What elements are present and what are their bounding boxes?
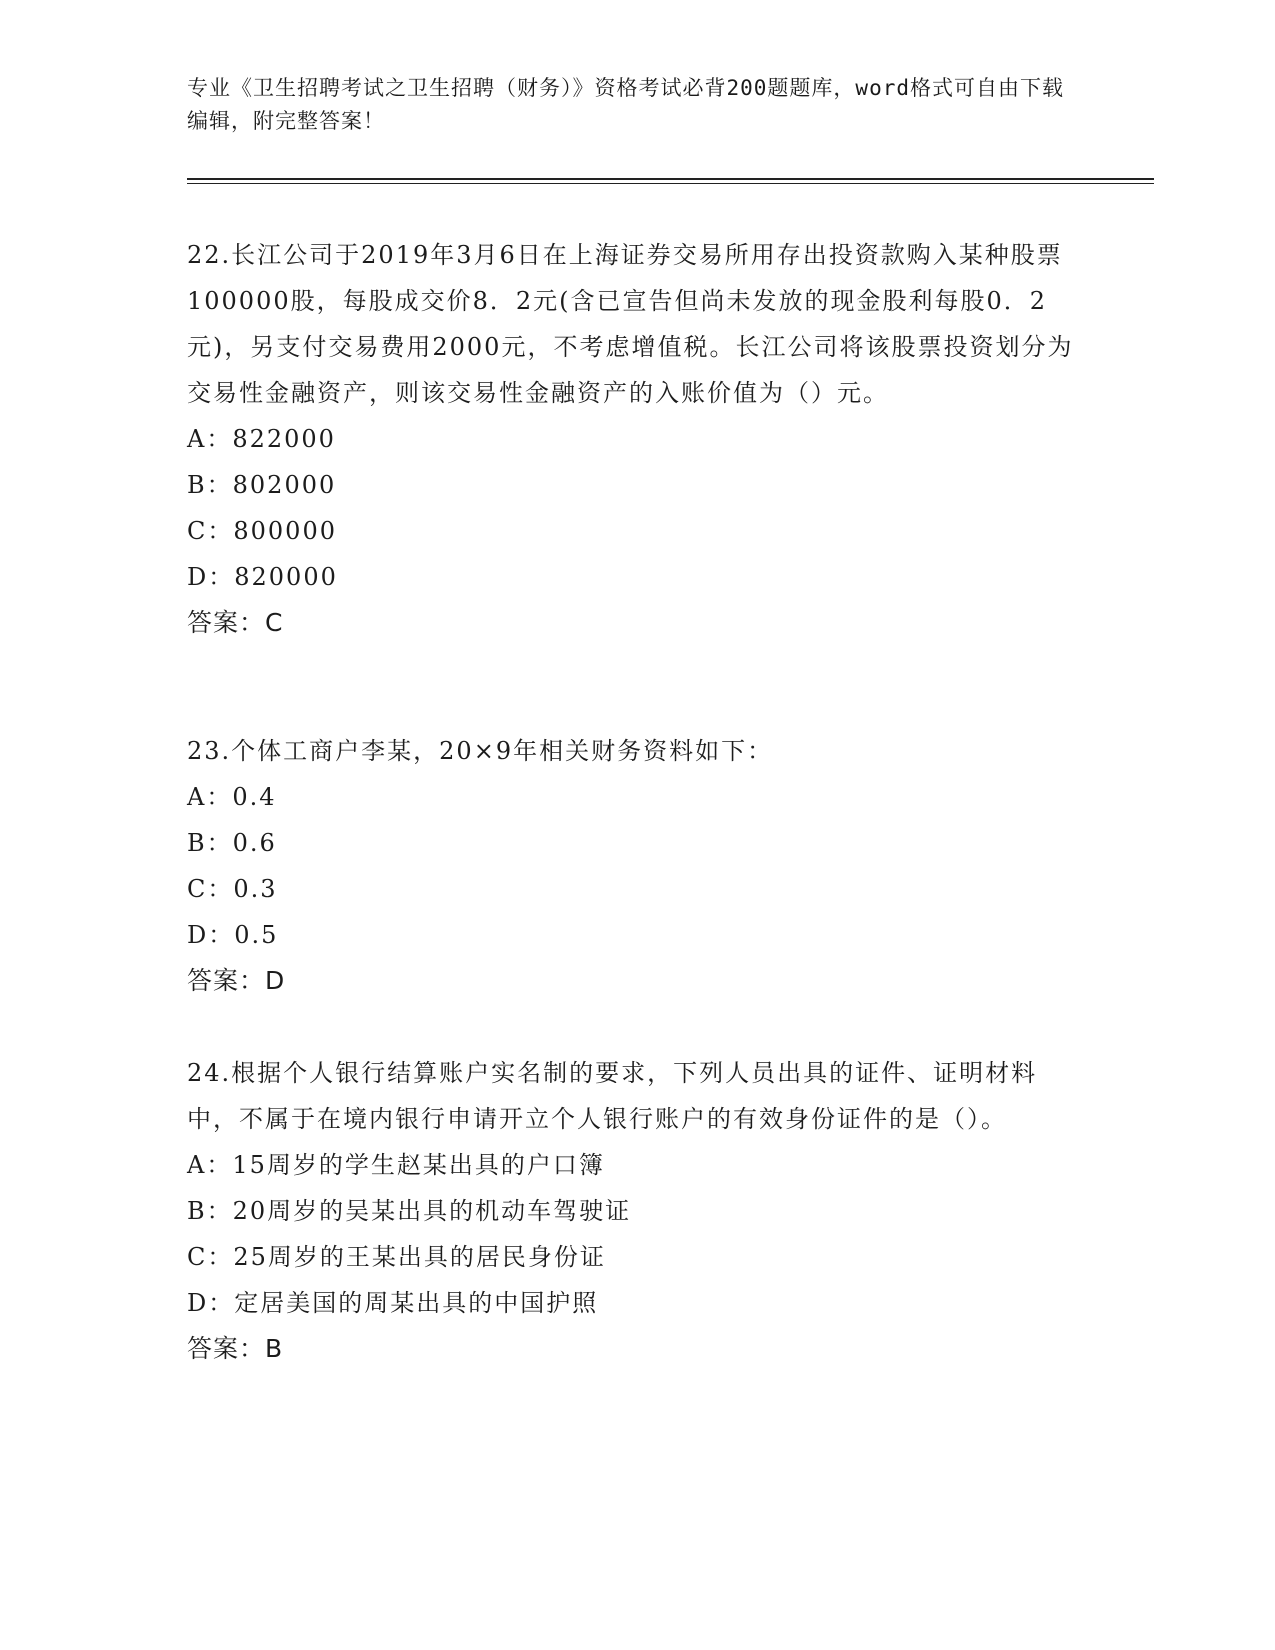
question-stem: 23.个体工商户李某，20×9年相关财务资料如下：: [187, 737, 774, 765]
option-c: C：25周岁的王某出具的居民身份证: [187, 1243, 606, 1271]
answer: 答案：C: [187, 608, 284, 637]
option-b: B：802000: [187, 471, 337, 499]
header-divider-thin: [187, 183, 1154, 184]
question-22: [187, 232, 1077, 646]
option-d: D：定居美国的周某出具的中国护照: [187, 1289, 599, 1317]
option-d: D：820000: [187, 563, 338, 591]
question-stem: 22.长江公司于2019年3月6日在上海证券交易所用存出投资款购入某种股票100000股，每股成交价8．2元(含已宣告但尚未发放的现金股利每股0．2元)，另支付交易费用2000元，不考虑增值税。长江公司将该股票投资划分为交易性金融资产，则该交易性金融资产的入账价值为（）元。: [187, 241, 1074, 407]
option-b: B：20周岁的吴某出具的机动车驾驶证: [187, 1197, 632, 1225]
option-a: A：15周岁的学生赵某出具的户口簿: [187, 1151, 605, 1179]
header-divider: [187, 178, 1154, 180]
question-stem: 24.根据个人银行结算账户实名制的要求，下列人员出具的证件、证明材料中，不属于在境内银行申请开立个人银行账户的有效身份证件的是（）。: [187, 1059, 1038, 1133]
document-header: 专业《卫生招聘考试之卫生招聘（财务）》资格考试必背200题题库，word格式可自由下载编辑，附完整答案！: [187, 76, 1064, 133]
answer: 答案：B: [187, 1334, 284, 1363]
option-b: B：0.6: [187, 829, 277, 857]
option-c: C：0.3: [187, 875, 278, 903]
question-23: [187, 728, 1077, 1004]
option-a: A：0.4: [187, 783, 277, 811]
option-d: D：0.5: [187, 921, 279, 949]
option-c: C：800000: [187, 517, 337, 545]
question-24: [187, 1050, 1077, 1372]
answer: 答案：D: [187, 966, 286, 995]
option-a: A：822000: [187, 425, 336, 453]
